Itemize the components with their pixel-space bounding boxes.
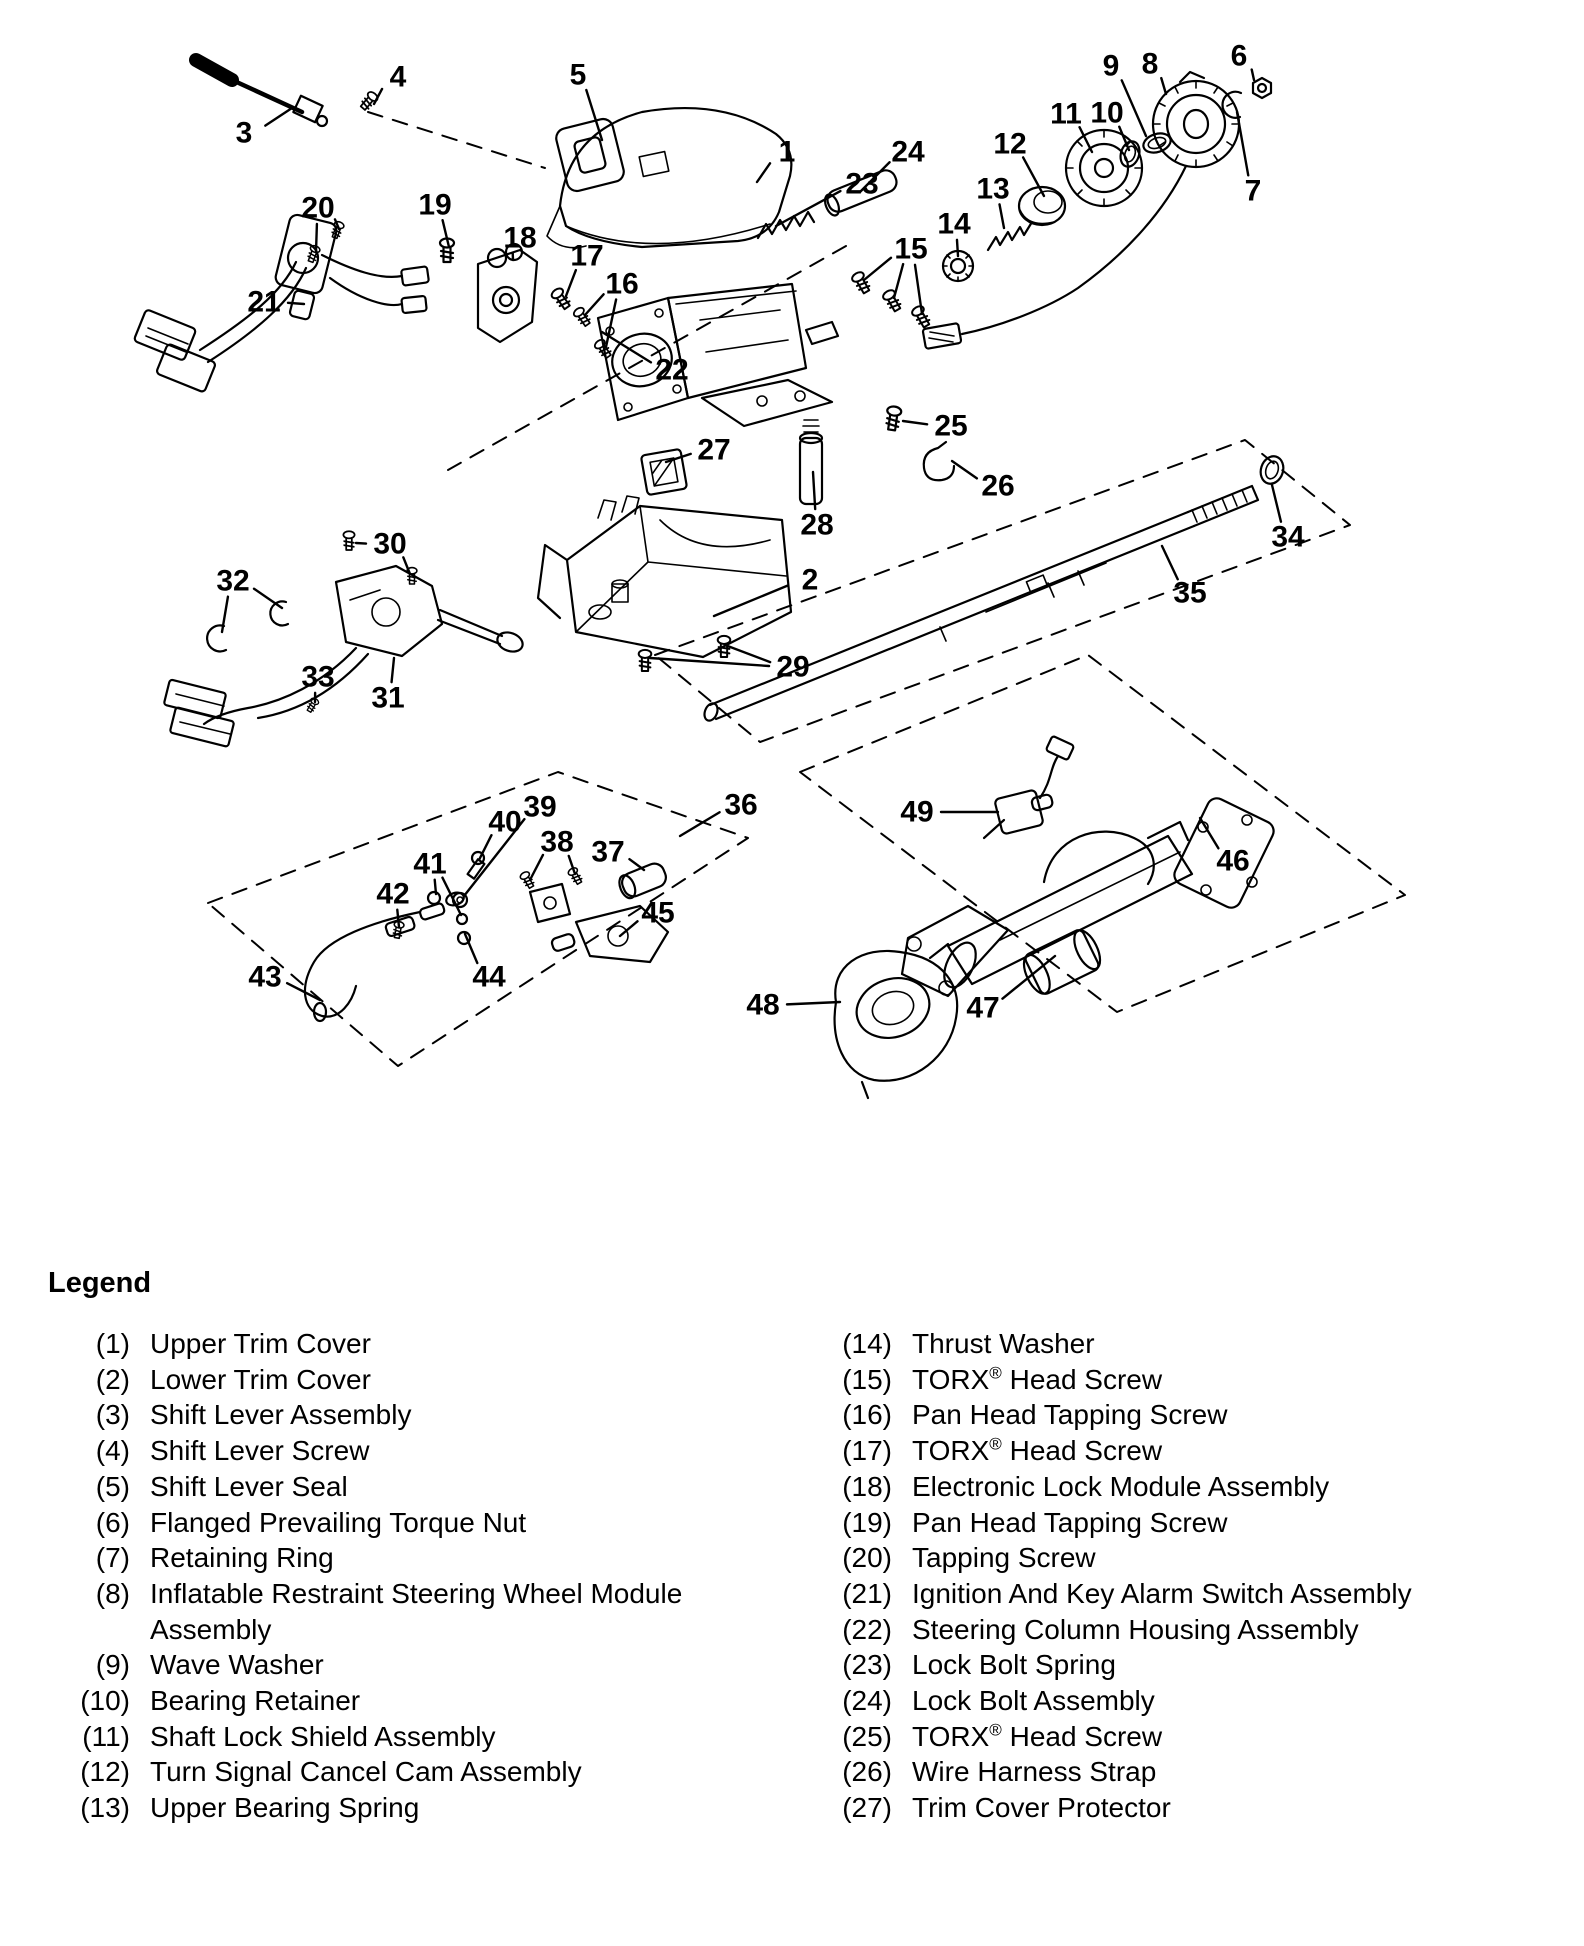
callout-number: 18: [503, 221, 537, 255]
callout-number: 41: [413, 847, 447, 881]
callout-leader-line: [714, 586, 788, 616]
legend-item: [66, 1647, 772, 1683]
legend-item: [828, 1754, 1558, 1790]
legend-item-number: (24): [842, 1685, 892, 1717]
torque-nut-sketch: [1253, 78, 1271, 98]
callout-number: 47: [966, 991, 1000, 1025]
legend-item-label: TORX® Head Screw: [912, 1363, 1163, 1395]
callout-leader-line: [725, 645, 770, 662]
screw-sketch: [850, 270, 871, 295]
callout-number: 35: [1173, 576, 1207, 610]
legend-item-label: TORX® Head Screw: [912, 1434, 1163, 1467]
lower-trim-cover-sketch: [538, 496, 791, 657]
legend-columns: [0, 1326, 1584, 1826]
bearing-retainer-sketch: [1117, 139, 1142, 169]
callout-number: 44: [472, 960, 506, 994]
legend-item: [66, 1719, 772, 1755]
legend-item-label: Electronic Lock Module Assembly: [912, 1470, 1330, 1502]
legend-item-number: (11): [82, 1720, 130, 1752]
callout-leader-line: [569, 856, 575, 874]
callout-number: 7: [1244, 174, 1262, 208]
callout-number: 46: [1216, 844, 1250, 878]
ignition-switch-49-sketch: [984, 736, 1074, 838]
legend-item-number: (7): [95, 1542, 130, 1574]
callout-number: 28: [800, 508, 834, 542]
callout-number: 32: [216, 564, 250, 598]
callout-leader-line: [903, 421, 927, 424]
legend-item-label: TORX® Head Screw: [912, 1720, 1163, 1752]
legend-item: [66, 1326, 772, 1362]
screw-sketch: [567, 866, 584, 885]
callout-leader-line: [1162, 546, 1178, 579]
callout-number: 14: [937, 207, 971, 241]
legend-item: [828, 1397, 1558, 1433]
legend-item: [828, 1326, 1558, 1362]
electronic-lock-module-sketch: [478, 244, 537, 342]
callout-number: 8: [1141, 47, 1159, 81]
callout-number: 26: [981, 469, 1015, 503]
callout-leader-line: [392, 658, 394, 682]
legend-column-left: [66, 1326, 772, 1826]
callout-number: 16: [605, 267, 639, 301]
legend-item-number: (9): [95, 1649, 130, 1681]
legend-item-label: Ignition And Key Alarm Switch Assembly: [912, 1577, 1412, 1609]
column-jacket-46-sketch: [902, 795, 1277, 996]
screw-sketch: [885, 406, 902, 431]
callout-number: 22: [655, 353, 689, 387]
legend-column-right: [828, 1326, 1558, 1826]
legend-item-number: (13): [80, 1792, 130, 1824]
legend-item-number: (22): [842, 1613, 892, 1645]
callout-number: 11: [1050, 97, 1082, 131]
legend-item-label: Shift Lever Screw: [150, 1435, 370, 1467]
legend-item-number: (10): [80, 1685, 130, 1717]
legend-item: [828, 1683, 1558, 1719]
bolt-28-sketch: [800, 420, 822, 504]
registered-mark: ®: [989, 1363, 1002, 1383]
callout-number: 24: [891, 135, 925, 169]
legend-item-label: Shift Lever Seal: [150, 1470, 348, 1502]
bearing-adapter-47-sketch: [1018, 926, 1106, 999]
legend-item: [828, 1576, 1558, 1612]
legend-item: [828, 1540, 1558, 1576]
legend-item-number: (2): [95, 1363, 130, 1395]
callout-number: 12: [993, 127, 1027, 161]
callout-number: 2: [801, 563, 819, 597]
callout-leader-line: [1272, 485, 1281, 522]
registered-mark: ®: [989, 1434, 1002, 1454]
callout-number: 45: [641, 896, 675, 930]
legend-item: [828, 1469, 1558, 1505]
legend-item-label: Bearing Retainer: [150, 1685, 361, 1717]
callout-leader-line: [442, 878, 461, 915]
legend-item: [66, 1469, 772, 1505]
callout-leader-line: [864, 258, 891, 280]
callout-leader-line: [316, 224, 317, 252]
legend-item: [828, 1790, 1558, 1826]
screw-sketch: [639, 650, 652, 671]
callout-number: 31: [371, 681, 405, 715]
callout-number: 19: [418, 188, 452, 222]
legend-item-number: (20): [842, 1542, 892, 1574]
callout-number: 13: [976, 172, 1010, 206]
legend-item: [828, 1719, 1558, 1755]
callout-leader-line: [586, 90, 602, 140]
callout-number: 21: [247, 285, 281, 319]
legend-item-label: Shift Lever Assembly: [150, 1399, 412, 1431]
callout-leader-line: [957, 240, 958, 256]
callout-number: 29: [776, 650, 810, 684]
legend-item: [66, 1397, 772, 1433]
legend-item: [66, 1790, 772, 1826]
callout-number: 36: [724, 788, 758, 822]
legend-item: [66, 1505, 772, 1541]
callout-leader-line: [435, 880, 436, 894]
callout-number: 4: [389, 60, 407, 94]
lock-bolt-spring-sketch: [758, 212, 814, 238]
callout-number: 20: [301, 191, 335, 225]
retainer-clips-sketch: [207, 601, 288, 651]
callout-number: 23: [845, 167, 879, 201]
legend-item: [828, 1612, 1558, 1648]
callout-leader-line: [666, 454, 691, 462]
callout-leader-line: [620, 921, 637, 936]
callout-number: 37: [591, 835, 625, 869]
callout-number: 39: [523, 790, 557, 824]
callout-leader-line: [1000, 204, 1004, 228]
legend-item-label: Thrust Washer: [912, 1328, 1095, 1359]
legend-item-number: (12): [80, 1756, 130, 1788]
legend-item-label: Lock Bolt Assembly: [912, 1685, 1155, 1717]
callout-number: 30: [373, 527, 407, 561]
legend-item-number: (19): [842, 1506, 892, 1538]
callout-leader-line: [1161, 78, 1166, 94]
legend-item-number: (16): [842, 1399, 892, 1431]
legend-item-label: Upper Trim Cover: [150, 1328, 371, 1359]
legend-item-label: Retaining Ring: [150, 1542, 334, 1574]
legend-section: [0, 1266, 1584, 1826]
callout-number: 33: [301, 660, 335, 694]
callout-leader-line: [222, 597, 228, 632]
callout-number: 48: [746, 988, 780, 1022]
legend-item: [828, 1505, 1558, 1541]
callout-number: 5: [569, 58, 587, 92]
legend-item-label: Tapping Screw: [912, 1542, 1096, 1574]
legend-item-number: (4): [95, 1435, 130, 1467]
legend-heading: Legend: [48, 1267, 152, 1299]
callout-leader-line: [1237, 112, 1248, 175]
callout-leader-line: [894, 264, 903, 298]
legend-item-number: (1): [95, 1328, 130, 1359]
park-lock-cable-sketch: [305, 884, 570, 1021]
callout-number: 25: [934, 409, 968, 443]
callout-number: 17: [570, 239, 604, 273]
legend-item-label: Lower Trim Cover: [150, 1363, 371, 1395]
callout-leader-line: [1122, 80, 1146, 136]
legend-item: [66, 1576, 772, 1647]
callout-leader-line: [465, 934, 477, 963]
callout-leader-line: [629, 859, 644, 870]
legend-item-number: (6): [95, 1506, 130, 1538]
screw-sketch: [881, 288, 902, 313]
legend-item: [66, 1433, 772, 1469]
legend-item-number: (17): [842, 1435, 892, 1467]
callout-leader-line: [254, 589, 282, 608]
callout-leader-line: [1252, 70, 1254, 80]
callout-leader-line: [1080, 127, 1092, 152]
legend-item-label: Upper Bearing Spring: [150, 1792, 420, 1824]
callout-number: 42: [376, 877, 410, 911]
steering-column-housing-sketch: [598, 284, 838, 426]
legend-item-number: (27): [842, 1792, 892, 1824]
callout-number: 49: [900, 795, 934, 829]
callout-number: 38: [540, 825, 574, 859]
callout-layer: [216, 40, 1305, 1025]
callout-number: 27: [697, 433, 731, 467]
legend-item-label: Steering Column Housing Assembly: [912, 1613, 1359, 1645]
legend-item-number: (25): [842, 1720, 892, 1752]
legend-item-number: (14): [842, 1328, 892, 1359]
callout-leader-line: [952, 461, 977, 478]
upper-bearing-spring-sketch: [988, 222, 1032, 250]
legend-item-label: Turn Signal Cancel Cam Assembly: [150, 1756, 582, 1788]
callout-leader-line: [288, 303, 304, 304]
legend-item: [66, 1754, 772, 1790]
legend-item-label: Flanged Prevailing Torque Nut: [150, 1506, 527, 1538]
callout-leader-line: [787, 1002, 840, 1004]
legend-item-label: Inflatable Restraint Steering Wheel Module Assembly: [150, 1577, 683, 1645]
legend-item-number: (26): [842, 1756, 892, 1788]
legend-item-number: (21): [842, 1577, 892, 1609]
callout-leader-line: [585, 294, 604, 315]
callout-leader-line: [479, 835, 491, 860]
callout-number: 9: [1102, 49, 1120, 83]
legend-item-number: (18): [842, 1470, 892, 1502]
shroud-48-sketch: [835, 944, 957, 1098]
callout-leader-line: [265, 108, 292, 126]
callout-leader-line: [566, 270, 576, 296]
legend-item-number: (8): [95, 1577, 130, 1609]
callout-leader-line: [757, 163, 770, 182]
legend-item-label: Shaft Lock Shield Assembly: [150, 1720, 496, 1752]
callout-number: 43: [248, 960, 282, 994]
callout-leader-line: [356, 543, 366, 544]
callout-number: 10: [1090, 96, 1124, 130]
upper-trim-cover-sketch: [547, 108, 791, 248]
legend-item-number: (3): [95, 1399, 130, 1431]
callout-leader-line: [1023, 157, 1044, 196]
callout-leader-line: [374, 89, 382, 104]
legend-item-label: Lock Bolt Spring: [912, 1649, 1116, 1681]
callout-number: 15: [894, 232, 928, 266]
callout-leader-line: [602, 332, 651, 362]
shaft-ring-sketch: [1257, 453, 1287, 486]
legend-item: [66, 1540, 772, 1576]
callout-leader-line: [397, 910, 399, 927]
callout-leader-line: [443, 220, 449, 247]
legend-item: [66, 1362, 772, 1398]
legend-item: [66, 1683, 772, 1719]
registered-mark: ®: [989, 1720, 1002, 1740]
callout-number: 3: [235, 116, 253, 150]
legend-item-label: Pan Head Tapping Screw: [912, 1399, 1228, 1431]
legend-item: [828, 1433, 1558, 1469]
legend-item-number: (5): [95, 1470, 130, 1502]
callout-number: 6: [1230, 39, 1248, 73]
wire-harness-strap-sketch: [924, 442, 954, 480]
legend-item: [828, 1362, 1558, 1398]
screw-sketch: [343, 531, 354, 550]
legend-item-label: Trim Cover Protector: [912, 1792, 1171, 1824]
trim-cover-protector-sketch: [641, 449, 687, 495]
shift-lever-sketch: [196, 60, 327, 126]
legend-item-number: (23): [842, 1649, 892, 1681]
legend-item-label: Wire Harness Strap: [912, 1756, 1157, 1788]
callout-leader-line: [287, 983, 320, 1000]
legend-item-number: (15): [842, 1363, 892, 1395]
ignition-key-alarm-switch-sketch: [134, 213, 429, 392]
legend-item-label: Wave Washer: [150, 1649, 324, 1681]
callout-number: 40: [488, 805, 522, 839]
callout-number: 34: [1271, 520, 1305, 554]
legend-item: [828, 1647, 1558, 1683]
callout-number: 1: [778, 135, 796, 169]
legend-item-label: Pan Head Tapping Screw: [912, 1506, 1228, 1538]
